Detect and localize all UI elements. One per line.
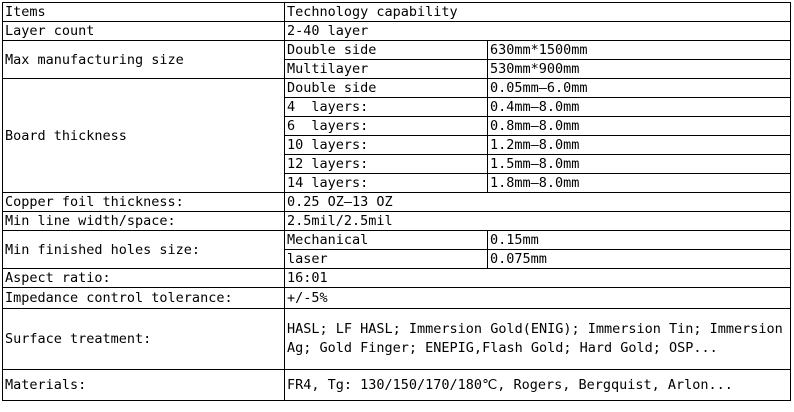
header-items: Items [3,3,285,22]
row-value: 1.5mm—8.0mm [488,155,791,174]
row-value: 0.05mm—6.0mm [488,79,791,98]
row-value: 2-40 layer [285,22,791,41]
row-sublabel: 4 layers: [285,98,488,117]
table-row [3,269,791,288]
row-sublabel: 10 layers: [285,136,488,155]
row-label: Min line width/space: [3,212,285,231]
row-sublabel: Double side [285,79,488,98]
table-row [3,370,791,401]
row-label: Materials: [3,370,285,401]
row-sublabel: Multilayer [285,60,488,79]
row-value: HASL; LF HASL; Immersion Gold(ENIG); Immersion Tin; Immersion Ag; Gold Finger; ENEPIG,Flash Gold; Hard Gold; OSP... [285,309,791,370]
row-sublabel: 6 layers: [285,117,488,136]
row-sublabel: 12 layers: [285,155,488,174]
table-row [3,193,791,212]
row-value: 0.075mm [488,250,791,269]
row-label: Layer count [3,22,285,41]
row-value: FR4, Tg: 130/150/170/180℃, Rogers, Bergquist, Arlon... [285,370,791,401]
table-row [3,309,791,370]
row-value: 1.2mm—8.0mm [488,136,791,155]
row-label: Surface treatment: [3,309,285,370]
row-value: 2.5mil/2.5mil [285,212,791,231]
row-label: Board thickness [3,79,285,193]
row-value: 0.4mm—8.0mm [488,98,791,117]
row-label: Impedance control tolerance: [3,288,285,309]
table-row [3,288,791,309]
row-value: 630mm*1500mm [488,41,791,60]
table-row [3,22,791,41]
row-value: 530mm*900mm [488,60,791,79]
header-row [3,3,791,22]
row-value: +/-5% [285,288,791,309]
row-sublabel: 14 layers: [285,174,488,193]
row-value: 0.8mm—8.0mm [488,117,791,136]
row-value: 1.8mm—8.0mm [488,174,791,193]
row-value: 0.15mm [488,231,791,250]
row-sublabel: laser [285,250,488,269]
row-label: Min finished holes size: [3,231,285,269]
row-sublabel: Mechanical [285,231,488,250]
row-value: 16:01 [285,269,791,288]
header-capability: Technology capability [285,3,791,22]
table-row [3,212,791,231]
capability-table [2,2,791,401]
row-label: Max manufacturing size [3,41,285,79]
row-label: Copper foil thickness: [3,193,285,212]
table-row [3,231,791,250]
table-row [3,41,791,60]
row-sublabel: Double side [285,41,488,60]
row-value: 0.25 OZ—13 OZ [285,193,791,212]
table-row [3,79,791,98]
row-label: Aspect ratio: [3,269,285,288]
